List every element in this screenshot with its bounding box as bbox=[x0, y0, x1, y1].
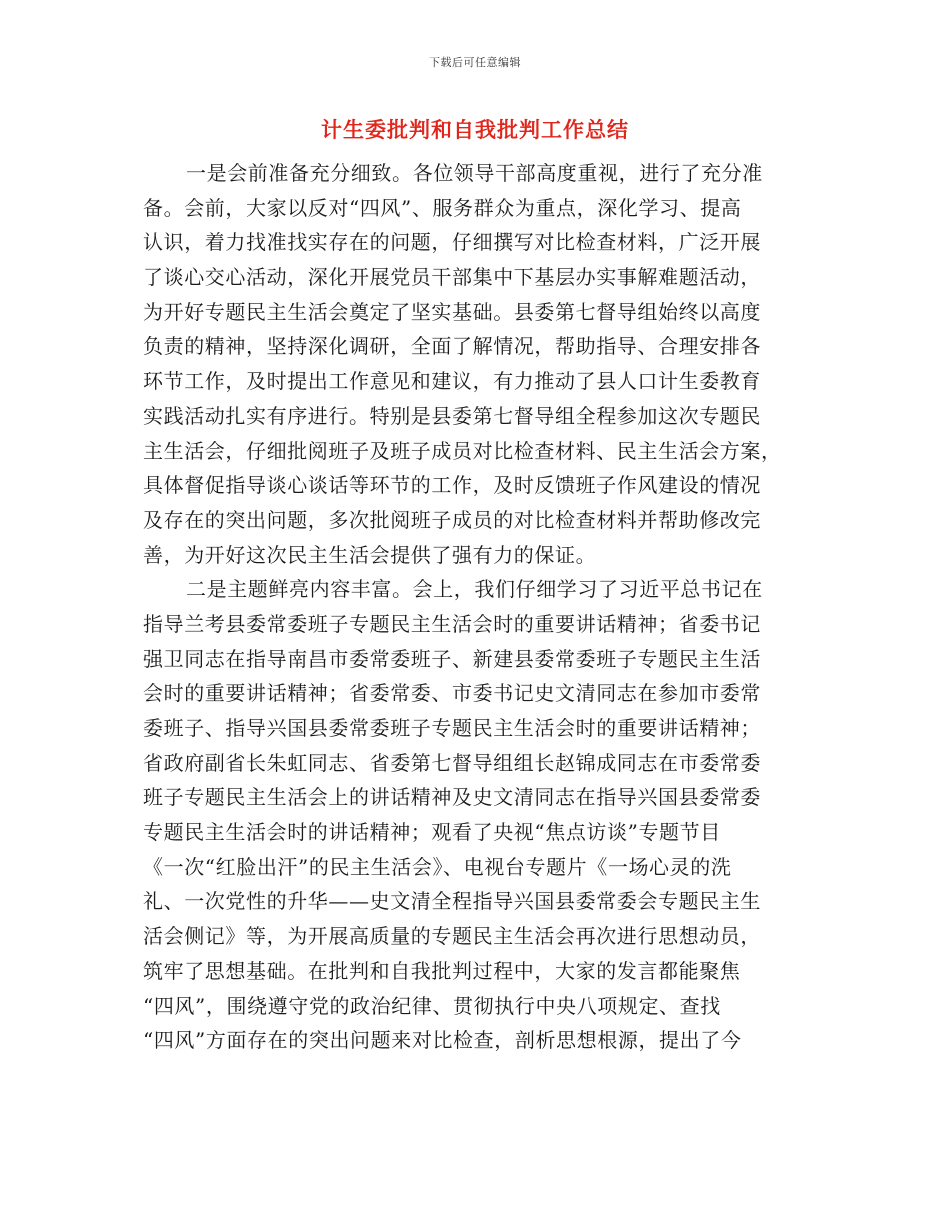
paragraph-line: 实践活动扎实有序进行。特别是县委第七督导组全程参加这次专题民 bbox=[143, 403, 761, 428]
paragraph-line: 备。会前，大家以反对“四风”、服务群众为重点，深化学习、提高 bbox=[143, 195, 742, 220]
paragraph-line: 负责的精神，坚持深化调研，全面了解情况，帮助指导、合理安排各 bbox=[143, 334, 761, 359]
paragraph-line: 活会侧记》等，为开展高质量的专题民主生活会再次进行思想动员， bbox=[143, 924, 761, 949]
document-body bbox=[143, 156, 809, 1058]
paragraph-line: 会时的重要讲话精神；省委常委、市委书记史文清同志在参加市委常 bbox=[143, 681, 761, 706]
paragraph-line: 专题民主生活会时的讲话精神；观看了央视“焦点访谈”专题节目 bbox=[143, 820, 721, 845]
paragraph-line: 筑牢了思想基础。在批判和自我批判过程中，大家的发言都能聚焦 bbox=[143, 958, 741, 983]
paragraph-line: 指导兰考县委常委班子专题民主生活会时的重要讲话精神；省委书记 bbox=[143, 611, 761, 636]
paragraph-line: 一是会前准备充分细致。各位领导干部高度重视，进行了充分准 bbox=[186, 161, 763, 185]
paragraph-line: 环节工作，及时提出工作意见和建议，有力推动了县人口计生委教育 bbox=[143, 369, 761, 394]
paragraph-line: “四风”，围绕遵守党的政治纪律、贯彻执行中央八项规定、查找 bbox=[143, 993, 721, 1018]
paragraph-line: “四风”方面存在的突出问题来对比检查，剖析思想根源，提出了今 bbox=[143, 1028, 742, 1053]
paragraph-line: 委班子、指导兴国县委常委班子专题民主生活会时的重要讲话精神； bbox=[143, 716, 761, 740]
paragraph-line: 省政府副省长朱虹同志、省委第七督导组组长赵锦成同志在市委常委 bbox=[143, 750, 761, 775]
paragraph-line: 认识，着力找准找实存在的问题，仔细撰写对比检查材料，广泛开展 bbox=[143, 230, 761, 255]
paragraph-line: 具体督促指导谈心谈话等环节的工作，及时反馈班子作风建设的情况 bbox=[143, 473, 761, 498]
paragraph-line: 强卫同志在指导南昌市委常委班子、新建县委常委班子专题民主生活 bbox=[143, 646, 761, 671]
paragraph-line: 主生活会，仔细批阅班子及班子成员对比检查材料、民主生活会方案， bbox=[143, 438, 782, 463]
document-title: 计生委批判和自我批判工作总结 bbox=[321, 117, 629, 142]
paragraph-line: 二是主题鲜亮内容丰富。会上，我们仔细学习了习近平总书记在 bbox=[186, 577, 763, 602]
paragraph-line: 善，为开好这次民主生活会提供了强有力的保证。 bbox=[143, 542, 597, 567]
paragraph-2 bbox=[143, 572, 809, 1058]
paragraph-1 bbox=[143, 156, 809, 572]
paragraph-line: 为开好专题民主生活会奠定了坚实基础。县委第七督导组始终以高度 bbox=[143, 299, 761, 324]
paragraph-line: 班子专题民主生活会上的讲话精神及史文清同志在指导兴国县委常委 bbox=[143, 785, 761, 810]
paragraph-line: 了谈心交心活动，深化开展党员干部集中下基层办实事解难题活动， bbox=[143, 265, 761, 290]
paragraph-line: 礼、一次党性的升华——史文清全程指导兴国县委常委会专题民主生 bbox=[143, 889, 761, 914]
paragraph-line: 及存在的突出问题，多次批阅班子成员的对比检查材料并帮助修改完 bbox=[143, 507, 761, 532]
paragraph-line: 《一次“红脸出汗”的民主生活会》、电视台专题片《一场心灵的洗 bbox=[143, 854, 732, 879]
page-header-note: 下载后可任意编辑 bbox=[429, 56, 521, 69]
